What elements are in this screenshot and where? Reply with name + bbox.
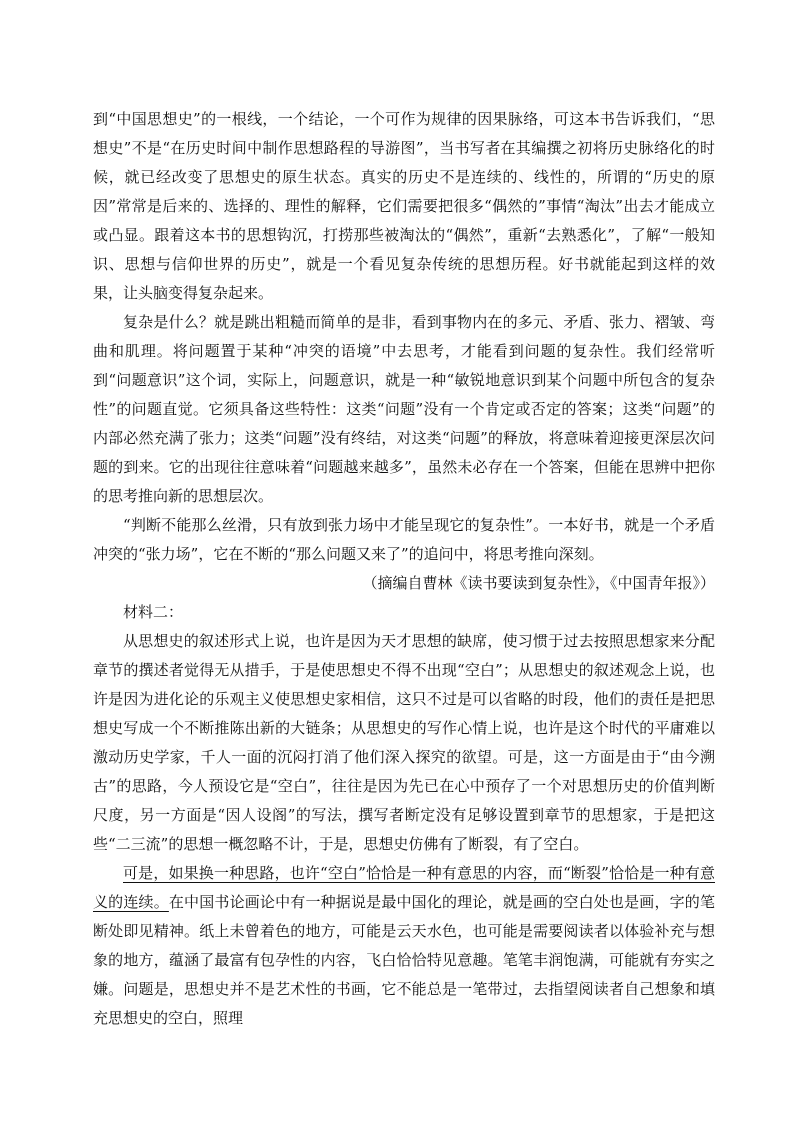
underlined-sentence: 可是，如果换一种思路，也许“空白”恰恰是一种有意思的内容，而“断裂”恰恰是一种有意义的连续。 (93, 864, 715, 911)
paragraph-tension-field: “判断不能那么丝滑，只有放到张力场中才能呈现它的复杂性”。一本好书，就是一个矛盾冲突的“张力场”，它在不断的“那么问题又来了”的追问中，将思考推向深刻。 (93, 516, 715, 563)
paragraph-calligraphy-rest: 在中国书论画论中有一种据说是最中国化的理论，就是画的空白处也是画，字的笔断处即见精神。纸上未曾着色的地方，可能是云天水色，也可能是需要阅读者以体验补充与想象的地方，蕴涵了最富有包孕性的内容，飞白恰恰特见意趣。笔笔丰润饱满，可能就有夯实之嫌。问题是，思想史并不是艺术性的书画，它不能总是一笔带过，去指望阅读者自己想象和填充思想史的空白，照理 (93, 893, 715, 1027)
material-two-heading: 材料二： (123, 603, 184, 621)
document-body (93, 105, 715, 1033)
source-citation: （摘编自曹林《读书要读到复杂性》，《中国青年报》） (362, 574, 715, 592)
paragraph-calligraphy-theory (93, 859, 715, 1033)
paragraph-blank-narrative: 从思想史的叙述形式上说，也许是因为天才思想的缺席，使习惯于过去按照思想家来分配章节的撰述者觉得无从措手，于是使思想史不得不出现“空白”；从思想史的叙述观念上说，也许是因为进化论的乐观主义使思想史家相信，这只不过是可以省略的时段，他们的责任是把思想史写成一个不断推陈出新的大链条；从思想史的写作心情上说，也许是这个时代的平庸难以激动历史学家，千人一面的沉闷打消了他们深入探究的欲望。可是，这一方面是由于“由今溯古”的思路，今人预设它是“空白”，往往是因为先已在心中预存了一个对思想历史的价值判断尺度，另一方面是“因人设阁”的写法，撰写者断定没有足够设置到章节的思想家，于是把这些“二三流”的思想一概忽略不计，于是，思想史仿佛有了断裂，有了空白。 (93, 632, 715, 853)
paragraph-complexity: 复杂是什么？就是跳出粗糙而简单的是非，看到事物内在的多元、矛盾、张力、褶皱、弯曲和肌理。将问题置于某种“冲突的语境”中去思考，才能看到问题的复杂性。我们经常听到“问题意识”这个词，实际上，问题意识，就是一种“敏锐地意识到某个问题中所包含的复杂性”的问题直觉。它须具备这些特性：这类“问题”没有一个肯定或否定的答案；这类“问题”的内部必然充满了张力；这类“问题”没有终结，对这类“问题”的释放，将意味着迎接更深层次问题的到来。它的出现往往意味着“问题越来越多”，虽然未必存在一个答案，但能在思辨中把你的思考推向新的思想层次。 (93, 313, 715, 505)
paragraph-1-continuation: 到“中国思想史”的一根线，一个结论，一个可作为规律的因果脉络，可这本书告诉我们，“思想史”不是“在历史时间中制作思想路程的导游图”，当书写者在其编撰之初将历史脉络化的时候，就已经改变了思想史的原生状态。真实的历史不是连续的、线性的，所谓的“历史的原因”常常是后来的、选择的、理性的解释，它们需要把很多“偶然的”事情“淘汰”出去才能成立或凸显。跟着这本书的思想钩沉，打捞那些被淘汰的“偶然”，重新“去熟悉化”，了解“一般知识、思想与信仰世界的历史”，就是一个看见复杂传统的思想历程。好书就能起到这样的效果，让头脑变得复杂起来。 (93, 110, 715, 302)
